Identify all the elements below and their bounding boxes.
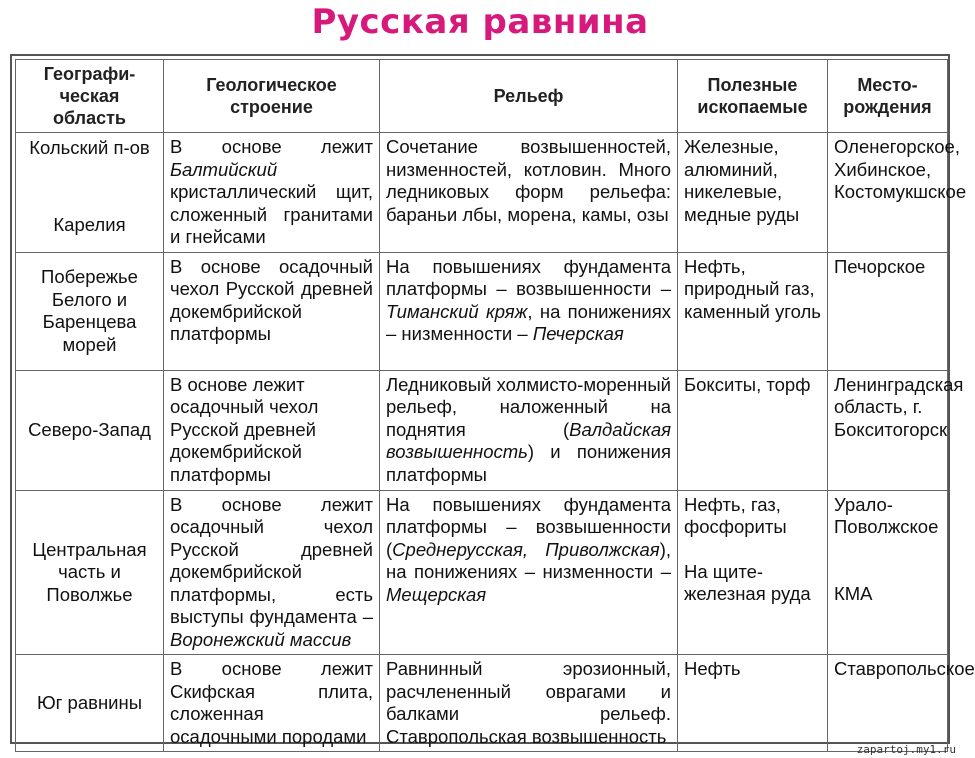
region-cell: Юг равнины bbox=[16, 655, 164, 752]
relief-italic-2: Мещерская bbox=[386, 583, 487, 605]
relief-text: Ледниковый холмисто-моренный рельеф, наложенный на поднятия ( bbox=[386, 373, 671, 440]
table-row bbox=[16, 252, 948, 370]
header-deposits: Место-рождения bbox=[828, 60, 948, 133]
region-cell: Побережье Белого и Баренцева морей bbox=[16, 252, 164, 370]
minerals-cell bbox=[678, 490, 828, 655]
deposits-cell bbox=[828, 490, 948, 655]
header-minerals: Полезные ископаемые bbox=[678, 60, 828, 133]
page-title: Русская равнина bbox=[311, 2, 649, 42]
relief-italic: Среднерусская, Приволжская bbox=[392, 538, 660, 560]
geology-cell bbox=[164, 490, 380, 655]
relief-cell: Равнинный эрозионный, расчлененный оврагами и балками рельеф. Ставропольская возвышенность bbox=[380, 655, 678, 752]
relief-cell bbox=[380, 252, 678, 370]
table-row bbox=[16, 133, 948, 253]
spacer bbox=[684, 539, 821, 561]
relief-italic: Валдайская возвышенность bbox=[386, 418, 671, 462]
watermark: zapartoj.my1.ru bbox=[856, 743, 956, 756]
relief-italic-2: Печерская bbox=[532, 323, 624, 344]
header-row bbox=[16, 60, 948, 133]
relief-text-2: ) и понижения платформы bbox=[386, 441, 671, 485]
geology-cell bbox=[164, 133, 380, 253]
minerals-b: На щите-железная руда bbox=[684, 560, 811, 604]
header-geology: Геологическое строение bbox=[164, 60, 380, 133]
deposits-a: Урало-Поволжское bbox=[834, 493, 939, 537]
geography-table bbox=[15, 59, 975, 752]
relief-cell bbox=[380, 490, 678, 655]
table-row bbox=[16, 490, 948, 655]
minerals-cell: Нефть bbox=[678, 655, 828, 752]
region-bottom: Карелия bbox=[53, 213, 126, 235]
geology-cell: В основе лежит Скифская плита, сложенная осадочными породами bbox=[164, 655, 380, 752]
deposits-cell: Оленегорское, Хибинское, Костомукшское bbox=[828, 133, 948, 253]
deposits-cell: Ленинградская область, г. Бокситогорск bbox=[828, 370, 948, 490]
geology-text-2: кристаллический щит, сложенный гранитами и гнейсами bbox=[170, 181, 373, 247]
relief-cell bbox=[380, 370, 678, 490]
header-relief: Рельеф bbox=[380, 60, 678, 133]
geology-cell: В основе осадочный чехол Русской древней докембрийской платформы bbox=[164, 252, 380, 370]
minerals-cell: Железные, алюминий, никелевые, медные руды bbox=[678, 133, 828, 253]
relief-cell: Сочетание возвышенностей, низменностей, котловин. Много ледниковых форм рельефа: бараньи лбы, морена, камы, озы bbox=[380, 133, 678, 253]
table-row bbox=[16, 370, 948, 490]
deposits-cell: Ставропольское bbox=[828, 655, 948, 752]
geology-text: В основе лежит bbox=[170, 136, 373, 157]
relief-italic: Тиманский кряж bbox=[386, 300, 528, 322]
geology-text: В основе лежит осадочный чехол Русской древней докембрийской платформы, есть выступы фундамента – bbox=[170, 493, 373, 627]
region-cell bbox=[16, 133, 164, 253]
relief-text-2: , на понижениях – низменности – bbox=[386, 300, 671, 344]
minerals-cell: Бокситы, торф bbox=[678, 370, 828, 490]
geology-italic: Воронежский массив bbox=[170, 628, 352, 650]
region-top: Кольский п-ов bbox=[29, 137, 150, 158]
region-cell: Центральная часть и Поволжье bbox=[16, 490, 164, 655]
table-row bbox=[16, 655, 948, 752]
geology-cell: В основе лежит осадочный чехол Русской древней докембрийской платформы bbox=[164, 370, 380, 490]
relief-text: На повышениях фундамента платформы – возвышенности ( bbox=[386, 493, 671, 560]
deposits-b: КМА bbox=[834, 582, 873, 604]
minerals-cell: Нефть, природный газ, каменный уголь bbox=[678, 252, 828, 370]
header-region: Географи-ческая область bbox=[16, 60, 164, 133]
relief-text-2: ), на понижениях – низменности – bbox=[386, 538, 671, 582]
spacer bbox=[834, 539, 941, 583]
minerals-a: Нефть, газ, фосфориты bbox=[684, 493, 787, 537]
relief-text: На повышениях фундамента платформы – возвышенности – bbox=[386, 255, 671, 299]
region-cell: Северо-Запад bbox=[16, 370, 164, 490]
deposits-cell: Печорское bbox=[828, 252, 948, 370]
geology-italic: Балтийский bbox=[170, 158, 278, 180]
table-frame bbox=[10, 54, 975, 747]
